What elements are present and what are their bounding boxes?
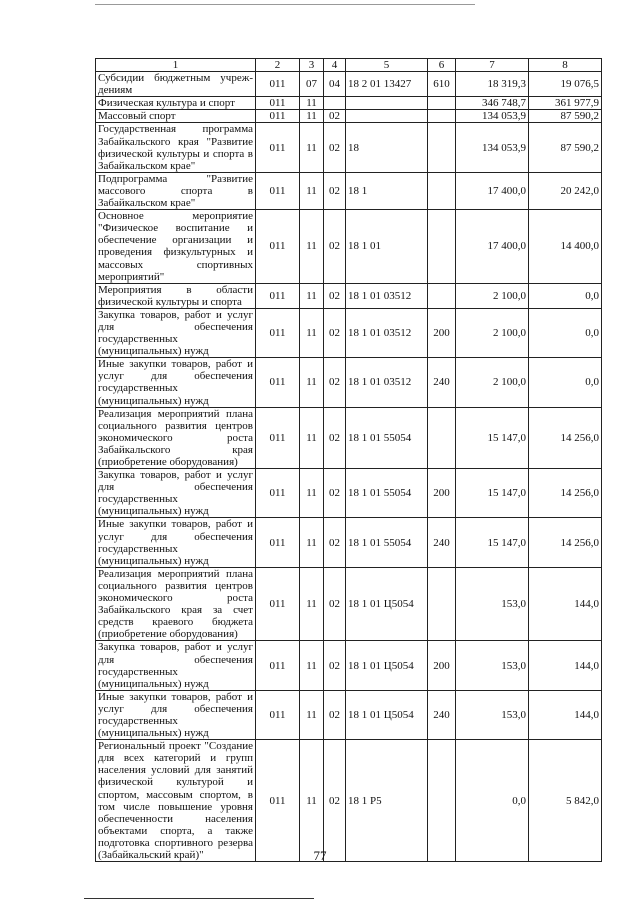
header-col-7: 7 — [456, 59, 529, 72]
cell-amount-year1: 15 147,0 — [456, 407, 529, 468]
cell-name: Закупка товаров, работ и услуг для обеспечения государственных (муниципальных) нужд — [96, 469, 256, 518]
table-row — [96, 210, 602, 284]
table-row — [96, 308, 602, 357]
cell-amount-year1: 346 748,7 — [456, 97, 529, 110]
cell-admin-code: 011 — [256, 308, 300, 357]
cell-expense-type — [428, 407, 456, 468]
cell-subsection: 02 — [324, 110, 346, 123]
cell-target-article: 18 — [346, 123, 428, 172]
cell-target-article: 18 1 01 Ц5054 — [346, 690, 428, 739]
cell-section: 11 — [300, 172, 324, 209]
cell-admin-code: 011 — [256, 407, 300, 468]
cell-amount-year2: 144,0 — [529, 567, 602, 641]
cell-amount-year1: 2 100,0 — [456, 308, 529, 357]
cell-name: Иные закупки товаров, работ и услуг для обеспечения государственных (муниципальных) нужд — [96, 690, 256, 739]
cell-admin-code: 011 — [256, 740, 300, 862]
cell-section: 11 — [300, 518, 324, 567]
cell-amount-year2: 144,0 — [529, 641, 602, 690]
cell-subsection: 02 — [324, 641, 346, 690]
cell-section: 11 — [300, 210, 324, 284]
cell-section: 11 — [300, 308, 324, 357]
cell-admin-code: 011 — [256, 210, 300, 284]
cell-subsection: 02 — [324, 518, 346, 567]
header-col-8: 8 — [529, 59, 602, 72]
cell-amount-year2: 361 977,9 — [529, 97, 602, 110]
cell-amount-year2: 0,0 — [529, 358, 602, 407]
page-number: 77 — [313, 848, 327, 863]
table-row — [96, 97, 602, 110]
cell-section: 11 — [300, 641, 324, 690]
header-col-3: 3 — [300, 59, 324, 72]
table-row — [96, 110, 602, 123]
cell-name: Массовый спорт — [96, 110, 256, 123]
cell-amount-year2: 20 242,0 — [529, 172, 602, 209]
cell-expense-type: 200 — [428, 308, 456, 357]
table-row — [96, 72, 602, 97]
cell-admin-code: 011 — [256, 72, 300, 97]
header-col-5: 5 — [346, 59, 428, 72]
cell-amount-year2: 5 842,0 — [529, 740, 602, 862]
cell-target-article: 18 1 01 03512 — [346, 358, 428, 407]
table-row — [96, 358, 602, 407]
cell-subsection: 02 — [324, 308, 346, 357]
cell-amount-year1: 0,0 — [456, 740, 529, 862]
cell-expense-type: 610 — [428, 72, 456, 97]
cell-admin-code: 011 — [256, 97, 300, 110]
cell-target-article: 18 1 01 Ц5054 — [346, 641, 428, 690]
cell-amount-year1: 153,0 — [456, 690, 529, 739]
cell-name: Закупка товаров, работ и услуг для обеспечения государственных (муниципальных) нужд — [96, 308, 256, 357]
cell-amount-year2: 87 590,2 — [529, 123, 602, 172]
cell-expense-type — [428, 283, 456, 308]
cell-amount-year2: 0,0 — [529, 283, 602, 308]
table-row — [96, 690, 602, 739]
cell-section: 11 — [300, 123, 324, 172]
cell-subsection: 02 — [324, 690, 346, 739]
cell-admin-code: 011 — [256, 641, 300, 690]
table-row — [96, 518, 602, 567]
bottom-rule — [84, 898, 314, 899]
cell-section: 11 — [300, 97, 324, 110]
cell-name: Государственная программа Забайкальского края "Развитие физической культуры и спорта в Забайкальском крае" — [96, 123, 256, 172]
header-col-6: 6 — [428, 59, 456, 72]
cell-admin-code: 011 — [256, 690, 300, 739]
cell-amount-year1: 17 400,0 — [456, 172, 529, 209]
cell-name: Реализация мероприятий плана социального развития центров экономического роста Забайкальского края за счет средств краевого бюджета (приобретение оборудования) — [96, 567, 256, 641]
cell-target-article — [346, 97, 428, 110]
cell-section: 07 — [300, 72, 324, 97]
cell-admin-code: 011 — [256, 358, 300, 407]
cell-name: Закупка товаров, работ и услуг для обеспечения государственных (муниципальных) нужд — [96, 641, 256, 690]
cell-target-article: 18 1 01 55054 — [346, 469, 428, 518]
cell-subsection: 02 — [324, 567, 346, 641]
cell-subsection: 04 — [324, 72, 346, 97]
cell-section: 11 — [300, 407, 324, 468]
cell-expense-type: 240 — [428, 690, 456, 739]
cell-expense-type — [428, 123, 456, 172]
table-header-row — [96, 59, 602, 72]
cell-name: Реализация мероприятий плана социального развития центров экономического роста Забайкальского края (приобретение оборудования) — [96, 407, 256, 468]
cell-expense-type — [428, 97, 456, 110]
cell-amount-year1: 18 319,3 — [456, 72, 529, 97]
cell-expense-type: 240 — [428, 518, 456, 567]
table-row — [96, 740, 602, 862]
cell-target-article: 18 1 01 55054 — [346, 407, 428, 468]
cell-expense-type — [428, 567, 456, 641]
cell-admin-code: 011 — [256, 123, 300, 172]
cell-expense-type — [428, 110, 456, 123]
cell-amount-year2: 14 400,0 — [529, 210, 602, 284]
cell-section: 11 — [300, 740, 324, 862]
cell-amount-year1: 134 053,9 — [456, 123, 529, 172]
cell-amount-year1: 2 100,0 — [456, 283, 529, 308]
cell-amount-year2: 14 256,0 — [529, 518, 602, 567]
cell-admin-code: 011 — [256, 518, 300, 567]
cell-subsection: 02 — [324, 358, 346, 407]
cell-section: 11 — [300, 283, 324, 308]
cell-subsection — [324, 97, 346, 110]
cell-amount-year1: 15 147,0 — [456, 469, 529, 518]
table-row — [96, 469, 602, 518]
cell-name: Субсидии бюджетным учреж-дениям — [96, 72, 256, 97]
cell-target-article — [346, 110, 428, 123]
cell-amount-year2: 87 590,2 — [529, 110, 602, 123]
cell-amount-year1: 17 400,0 — [456, 210, 529, 284]
cell-target-article: 18 1 P5 — [346, 740, 428, 862]
cell-expense-type: 240 — [428, 358, 456, 407]
cell-name: Иные закупки товаров, работ и услуг для обеспечения государственных (муниципальных) нужд — [96, 358, 256, 407]
cell-amount-year2: 144,0 — [529, 690, 602, 739]
cell-subsection: 02 — [324, 123, 346, 172]
cell-name: Основное мероприятие "Физическое воспитание и обеспечение организации и проведения физкультурных и массовых спортивных мероприятий" — [96, 210, 256, 284]
table-row — [96, 123, 602, 172]
cell-section: 11 — [300, 469, 324, 518]
cell-section: 11 — [300, 358, 324, 407]
cell-subsection: 02 — [324, 407, 346, 468]
cell-expense-type — [428, 740, 456, 862]
cell-amount-year1: 15 147,0 — [456, 518, 529, 567]
cell-section: 11 — [300, 110, 324, 123]
cell-target-article: 18 1 01 03512 — [346, 283, 428, 308]
cell-admin-code: 011 — [256, 110, 300, 123]
cell-target-article: 18 1 01 03512 — [346, 308, 428, 357]
cell-expense-type — [428, 172, 456, 209]
header-col-2: 2 — [256, 59, 300, 72]
cell-amount-year1: 153,0 — [456, 567, 529, 641]
cell-section: 11 — [300, 567, 324, 641]
cell-subsection: 02 — [324, 210, 346, 284]
cell-amount-year1: 153,0 — [456, 641, 529, 690]
cell-expense-type — [428, 210, 456, 284]
cell-amount-year1: 134 053,9 — [456, 110, 529, 123]
cell-target-article: 18 1 01 Ц5054 — [346, 567, 428, 641]
top-rule — [95, 4, 475, 5]
table-row — [96, 407, 602, 468]
cell-subsection: 02 — [324, 172, 346, 209]
cell-section: 11 — [300, 690, 324, 739]
cell-name: Иные закупки товаров, работ и услуг для обеспечения государственных (муниципальных) нужд — [96, 518, 256, 567]
cell-admin-code: 011 — [256, 283, 300, 308]
cell-amount-year2: 0,0 — [529, 308, 602, 357]
table-row — [96, 283, 602, 308]
cell-subsection: 02 — [324, 469, 346, 518]
cell-amount-year1: 2 100,0 — [456, 358, 529, 407]
header-col-1: 1 — [96, 59, 256, 72]
cell-expense-type: 200 — [428, 469, 456, 518]
budget-table — [95, 58, 602, 862]
cell-expense-type: 200 — [428, 641, 456, 690]
cell-amount-year2: 19 076,5 — [529, 72, 602, 97]
cell-name: Региональный проект "Создание для всех категорий и групп населения условий для занятий физической культурой и спортом, массовым спортом, в том числе повышение уровня обеспеченности населения объектами спорта, а также подготовка спортивного резерва (Забайкальский край)" — [96, 740, 256, 862]
header-col-4: 4 — [324, 59, 346, 72]
cell-target-article: 18 1 01 55054 — [346, 518, 428, 567]
cell-admin-code: 011 — [256, 469, 300, 518]
table-row — [96, 172, 602, 209]
cell-target-article: 18 2 01 13427 — [346, 72, 428, 97]
cell-subsection: 02 — [324, 740, 346, 862]
cell-name: Мероприятия в области физической культуры и спорта — [96, 283, 256, 308]
table-row — [96, 641, 602, 690]
cell-target-article: 18 1 — [346, 172, 428, 209]
cell-admin-code: 011 — [256, 567, 300, 641]
cell-name: Подпрограмма "Развитие массового спорта в Забайкальском крае" — [96, 172, 256, 209]
cell-name: Физическая культура и спорт — [96, 97, 256, 110]
cell-target-article: 18 1 01 — [346, 210, 428, 284]
cell-admin-code: 011 — [256, 172, 300, 209]
cell-amount-year2: 14 256,0 — [529, 407, 602, 468]
cell-subsection: 02 — [324, 283, 346, 308]
cell-amount-year2: 14 256,0 — [529, 469, 602, 518]
table-row — [96, 567, 602, 641]
